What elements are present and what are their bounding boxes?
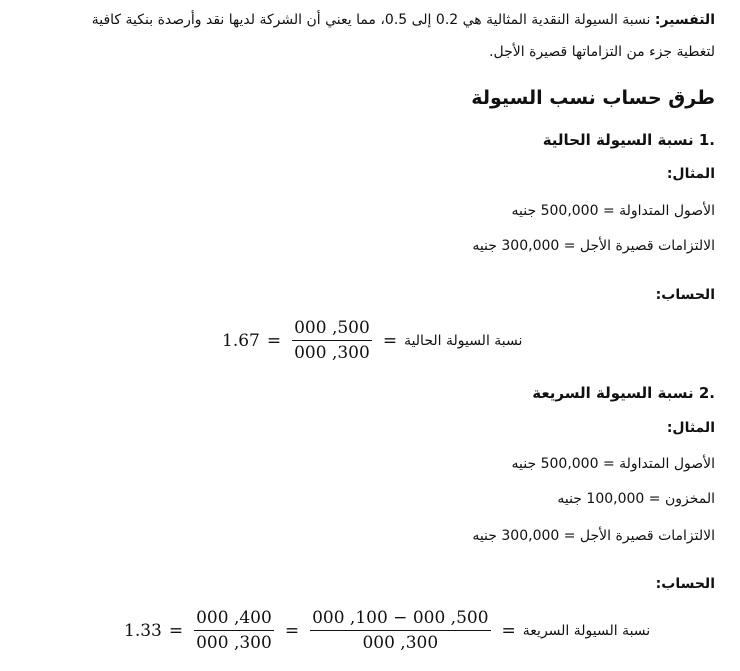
fraction-numerator: 000 ,500	[294, 318, 370, 338]
quick-liabilities-line: الالتزامات قصيرة الأجل = 300,000 جنيه	[472, 528, 715, 544]
interpretation-paragraph	[70, 4, 715, 68]
quick-ratio-example-label: المثال:	[666, 420, 715, 436]
quick-ratio-formula	[124, 608, 650, 653]
current-ratio-heading: .1 نسبة السيولة الحالية	[542, 131, 715, 149]
current-ratio-fraction	[292, 318, 372, 363]
current-ratio-result: 1.67	[222, 330, 260, 351]
current-ratio-formula	[222, 318, 522, 363]
quick-assets-line: الأصول المتداولة = 500,000 جنيه	[511, 456, 715, 472]
fraction-denominator: 000 ,300	[294, 343, 370, 363]
inventory-line: المخزون = 100,000 جنيه	[557, 491, 715, 507]
fraction-denominator: 000 ,300	[196, 633, 272, 653]
quick-ratio-fraction-simplified	[194, 608, 274, 653]
interpretation-text: نسبة السيولة النقدية المثالية هي 0.2 إلى 0.5، مما يعني أن الشركة لديها نقد وأرصدة بنكية كافية لتغطية جزء من التزاماتها قصيرة الأجل.	[91, 12, 715, 60]
current-assets-line: الأصول المتداولة = 500,000 جنيه	[511, 203, 715, 219]
equals-sign: =	[382, 330, 398, 351]
equals-sign: =	[284, 620, 300, 641]
equals-sign: =	[168, 620, 184, 641]
interpretation-label: التفسير:	[654, 12, 715, 28]
current-liabilities-line: الالتزامات قصيرة الأجل = 300,000 جنيه	[472, 238, 715, 254]
equals-sign: =	[501, 620, 516, 641]
fraction-numerator: 000 ,100 − 000 ,500	[312, 608, 489, 628]
current-ratio-name: نسبة السيولة الحالية	[404, 332, 523, 349]
current-ratio-calc-label: الحساب:	[655, 287, 715, 303]
section-title: طرق حساب نسب السيولة	[471, 87, 715, 109]
fraction-denominator: 000 ,300	[362, 633, 439, 653]
quick-ratio-heading: .2 نسبة السيولة السريعة	[532, 384, 715, 402]
equals-sign: =	[266, 330, 282, 351]
current-ratio-example-label: المثال:	[666, 166, 715, 182]
quick-ratio-fraction-expanded	[310, 608, 490, 653]
quick-ratio-name: نسبة السيولة السريعة	[522, 622, 651, 639]
quick-ratio-calc-label: الحساب:	[655, 576, 715, 592]
quick-ratio-result: 1.33	[124, 620, 162, 641]
fraction-numerator: 000 ,400	[196, 608, 272, 628]
